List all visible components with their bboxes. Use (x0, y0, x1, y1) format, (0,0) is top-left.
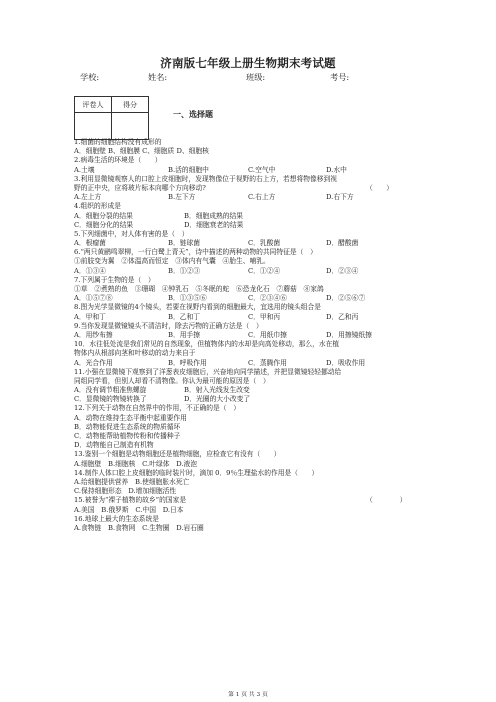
question-line (74, 221, 424, 230)
option-text: B.活的细胞中 (168, 165, 209, 174)
school-label: 学校: (80, 72, 100, 82)
question-line (74, 414, 424, 423)
option-text: 15.被誉为“裸子植物的故乡”的国家是 (74, 496, 187, 505)
question-line (74, 285, 424, 294)
option-text: A．甲和丁 (74, 312, 106, 321)
line-text: A.细胞壁 B.细胞核 C.叶绿体 D.液泡 (74, 459, 198, 468)
option-text: B．射入光线发生改变 (184, 386, 250, 395)
option-text: D．醋酸菌 (326, 239, 359, 248)
option-text: A.土壤 (74, 165, 95, 174)
question-line (74, 349, 424, 358)
question-line (74, 147, 424, 156)
name-label: 姓名: (148, 72, 168, 82)
option-text: D.水中 (326, 165, 347, 174)
line-text: A．细胞壁 B、细胞膜 C、细胞质 D、细胞核 (74, 147, 209, 156)
question-line (74, 212, 424, 221)
question-line (74, 496, 424, 505)
question-line (74, 432, 424, 441)
option-text: B.左下方 (168, 193, 196, 202)
line-text: 5.下列细菌中，对人体有害的是（ ） (74, 229, 189, 238)
line-text: A.食物链 B.食物网 C.生物圈 D.岩石圈 (74, 523, 204, 532)
line-text: 16.地球上最大的生态系统是 (74, 514, 159, 523)
option-text: B．链球菌 (168, 239, 200, 248)
option-text: C．①②④ (248, 266, 281, 275)
question-line (74, 276, 424, 285)
question-line (74, 303, 424, 312)
question-line (74, 184, 424, 193)
section-heading: 一、选择题 (173, 109, 213, 119)
option-text: B．乙和丁 (168, 312, 200, 321)
option-text: A．用纱布擦 (74, 330, 113, 339)
question-line (74, 322, 424, 331)
question-line (74, 331, 424, 340)
question-line (74, 368, 424, 377)
question-line (74, 423, 424, 432)
line-text: C.保持细胞形态 D.增加细胞活性 (74, 487, 177, 496)
option-text: （ ） (366, 496, 407, 505)
question-line (74, 166, 424, 175)
line-text: 3.利用显微镜观察人的口腔上皮细胞时，发现物像位于视野的右上方，若想将物像移到视 (74, 174, 337, 183)
option-text: A．根瘤菌 (74, 239, 106, 248)
option-text: （ ） (366, 183, 394, 192)
line-text: 9.当你发现显微镜镜头不清洁时，除去污物的正确方法是（ ） (74, 321, 263, 330)
question-line (74, 386, 424, 395)
line-text: 6.“两只黄鹂鸣翠柳，一行白鹭上青天”，诗中描述的两种动物的共同特征是（ ） (74, 248, 317, 257)
line-text: A.给细胞提供营养 B.使细胞胀水死亡 (74, 477, 190, 486)
question-line (74, 202, 424, 211)
option-text: D．②③④ (326, 266, 359, 275)
question-line (74, 156, 424, 165)
option-text: C．蒸腾作用 (248, 358, 287, 367)
question-line (74, 138, 424, 147)
line-text: 14.制作人体口腔上皮细胞的临时装片时，滴加 0．9％生理盐水的作用是（ ） (74, 468, 319, 477)
option-text: A．光合作用 (74, 358, 113, 367)
option-text: A．没有调节粗准焦螺旋 (74, 386, 147, 395)
page-title: 济南版七年级上册生物期末考试题 (160, 56, 336, 70)
option-text: D．细胞衰老的结果 (184, 220, 244, 229)
question-line (74, 478, 424, 487)
question-line (74, 267, 424, 276)
line-text: 11.小强在显微镜下观察到了洋葱表皮细胞后，兴奋地向同学描述，并把显微镜轻轻挪动给 (74, 367, 342, 376)
line-text: ①前肢变为翼 ②体温高而恒定 ③体内有气囊 ④胎生、哺乳。 (74, 257, 270, 266)
option-text: A．细胞分裂的结果 (74, 211, 133, 220)
question-line (74, 460, 424, 469)
question-line (74, 524, 424, 533)
option-text: B．呼吸作用 (168, 358, 207, 367)
option-text: B．用手擦 (168, 330, 200, 339)
line-text: ①草 ②煮熟的鱼 ③珊瑚 ④钟乳石 ⑤冬眠的蛇 ⑥恐龙化石 ⑦蘑菇 ⑧家鸽 (74, 285, 324, 293)
score-table (74, 96, 149, 140)
line-text: 2.病毒生活的环境是（ ） (74, 156, 162, 165)
option-text: A.左上方 (74, 193, 102, 202)
option-text: C.空气中 (248, 165, 276, 174)
option-text: B．①③⑤⑥ (168, 294, 207, 303)
line-text: 7.下列属于生物的是（ ） (74, 275, 155, 284)
grader-header: 评卷人 (75, 97, 112, 113)
line-text: D．动物能自己制造有机物 (74, 441, 154, 450)
question-line (74, 404, 424, 413)
line-text: 10．水往低处流是我们常见的自然现象，但植物体内的水却是向高处移动，那么，水在植 (74, 340, 340, 349)
question-line (74, 450, 424, 459)
question-line (74, 469, 424, 478)
option-text: C．乳酸菌 (248, 239, 281, 248)
question-line (74, 230, 424, 239)
question-line (74, 294, 424, 303)
option-text: A．①③④ (74, 266, 106, 275)
question-line (74, 313, 424, 322)
line-text: 物体内从根部向茎和叶移动的动力来自于 (74, 349, 196, 358)
option-text: D．用擦镜纸擦 (326, 330, 372, 339)
option-text: D．乙和丙 (326, 312, 359, 321)
question-line (74, 506, 424, 515)
line-text: C．动物能帮助植物传粉和传播种子 (74, 432, 181, 440)
option-text: C．显微镜的物镜转换了 (74, 395, 147, 404)
line-text: A．动物在维持生态平衡中起重要作用 (74, 413, 187, 422)
question-line (74, 441, 424, 450)
class-label: 班级: (246, 72, 266, 82)
page-footer: 第 1 页 共 3 页 (228, 692, 268, 698)
question-line (74, 515, 424, 524)
line-text: B．动物能促进生态系统的物质循环 (74, 422, 181, 431)
question-line (74, 239, 424, 248)
line-text: 12.下列关于动物在自然界中的作用，不正确的是（ ） (74, 404, 240, 413)
line-text: 1.细菌的细胞结构没有成形的 (74, 138, 162, 146)
number-label: 考号: (330, 72, 350, 82)
question-line (74, 377, 424, 386)
option-text: C.右上方 (248, 193, 276, 202)
option-text: C．②③④⑥ (248, 294, 287, 303)
option-text: C．细胞分化的结果 (74, 220, 134, 229)
option-text: B．①②③ (168, 266, 200, 275)
question-line (74, 340, 424, 349)
line-text: 同组同学看，但别人却看不清物像。你认为最可能的原因是（ ） (74, 376, 270, 385)
question-line (74, 359, 424, 368)
option-text: 野的正中央，应将玻片标本向哪个方向移动? (74, 183, 206, 192)
question-line (74, 175, 424, 184)
question-line (74, 193, 424, 202)
question-line (74, 257, 424, 266)
question-line (74, 487, 424, 496)
question-list (74, 138, 424, 533)
option-text: D.右下方 (326, 193, 354, 202)
line-text: 8.图为光学显微镜的4个镜头，若要在视野内看到的细胞最大，宜选用的镜头组合是 (74, 303, 321, 312)
score-header: 得分 (112, 97, 149, 113)
score-cell (112, 113, 149, 140)
option-text: D．吸收作用 (326, 358, 366, 367)
option-text: A．①⑤⑦⑧ (74, 294, 113, 303)
line-text: A.美国 B.俄罗斯 C.中国 D.日本 (74, 505, 184, 514)
line-text: 4.组织的形成是 (74, 202, 121, 211)
line-text: 13.鉴别一个细胞是动物细胞还是植物细胞，应检查它有没有（ ） (74, 450, 281, 459)
option-text: D．②⑤⑥⑦ (326, 294, 366, 303)
option-text: C．甲和丙 (248, 312, 281, 321)
option-text: D．光圈的大小改变了 (184, 395, 251, 404)
option-text: B．细胞成熟的结果 (184, 211, 243, 220)
grader-cell (75, 113, 112, 140)
option-text: C．用纸巾擦 (248, 330, 287, 339)
